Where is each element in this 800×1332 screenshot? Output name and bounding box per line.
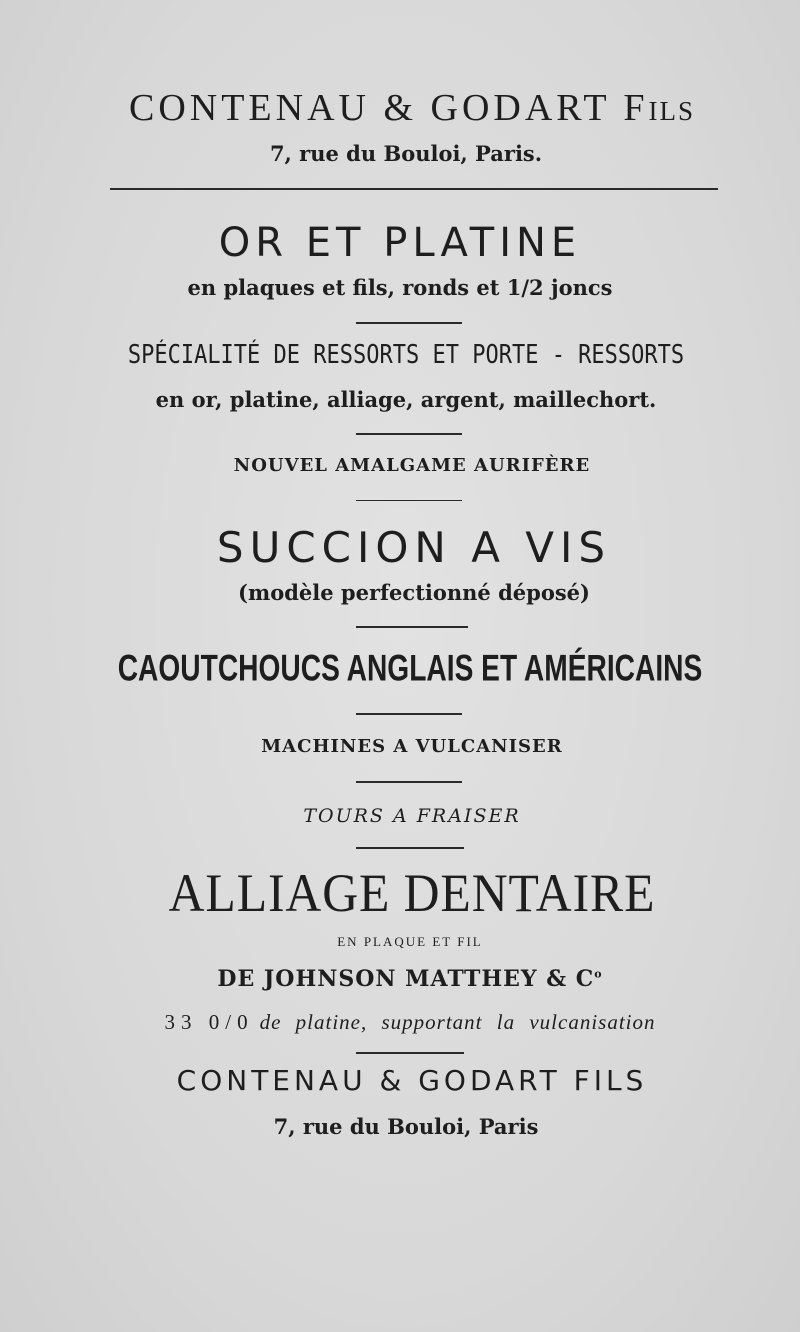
tours-title: TOURS A FRAISER bbox=[303, 805, 521, 827]
alliage-composition bbox=[10, 1010, 800, 1035]
header-firm-name bbox=[12, 86, 800, 130]
succion-title: SUCCION A VIS bbox=[216, 523, 612, 572]
header-firm-suffix-rest: ILS bbox=[648, 96, 696, 126]
footer-firm-name: CONTENAU & GODART FILS bbox=[176, 1064, 648, 1097]
alliage-subtitle: EN PLAQUE ET FIL bbox=[337, 934, 483, 949]
alliage-detail: de platine, supportant la vulcanisation bbox=[259, 1010, 656, 1034]
specialite-title: SPÉCIALITÉ DE RESSORTS ET PORTE - RESSORTS bbox=[127, 340, 685, 371]
section-divider bbox=[356, 713, 462, 715]
or-platine-subtitle: en plaques et fils, ronds et 1/2 joncs bbox=[187, 275, 613, 300]
header-firm-name-main: CONTENAU & GODART bbox=[128, 87, 610, 129]
specialite-subtitle: en or, platine, alliage, argent, maillechort. bbox=[155, 387, 657, 412]
header-firm-suffix-initial: F bbox=[623, 87, 649, 129]
section-divider bbox=[356, 500, 462, 501]
alliage-maker bbox=[10, 966, 800, 992]
alliage-title: ALLIAGE DENTAIRE bbox=[168, 863, 656, 923]
section-divider bbox=[356, 781, 462, 783]
alliage-maker-name: DE JOHNSON MATTHEY & C bbox=[217, 966, 595, 992]
header-address: 7, rue du Bouloi, Paris. bbox=[269, 141, 543, 166]
alliage-percent: 33 0/0 bbox=[164, 1010, 254, 1034]
footer-address: 7, rue du Bouloi, Paris bbox=[273, 1114, 539, 1139]
section-divider bbox=[356, 847, 464, 849]
or-platine-title: OR ET PLATINE bbox=[218, 220, 582, 266]
header-divider bbox=[110, 188, 718, 190]
section-divider bbox=[356, 433, 462, 435]
section-divider bbox=[356, 322, 462, 324]
alliage-maker-sup: o bbox=[594, 967, 603, 981]
machines-title: MACHINES A VULCANISER bbox=[261, 736, 563, 757]
section-divider bbox=[356, 626, 468, 628]
section-divider bbox=[356, 1052, 464, 1054]
amalgame-title: NOUVEL AMALGAME AURIFÈRE bbox=[233, 455, 591, 476]
caoutchoucs-title: CAOUTCHOUCS ANGLAIS ET AMÉRICAINS bbox=[117, 647, 703, 689]
succion-subtitle: (modèle perfectionné déposé) bbox=[238, 580, 590, 605]
